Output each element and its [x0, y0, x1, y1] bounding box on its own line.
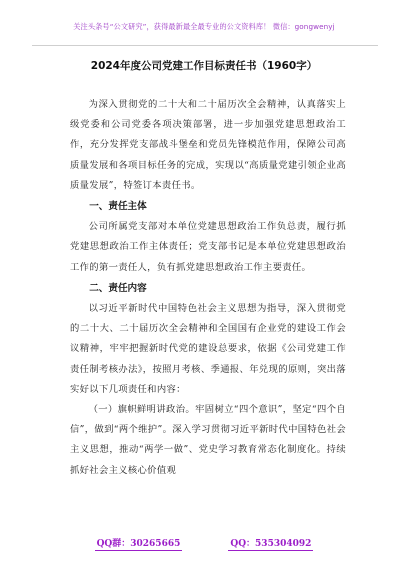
document-title: 2024年度公司党建工作目标责任书（1960字） — [90, 60, 318, 72]
section-paragraph-responsibility-subject: 公司所属党支部对本单位党建思想政治工作负总责，履行抓党建思想政治工作主体责任；党支部书记是本单位党建思想政治工作的第一责任人，负有抓党建思想政治工作主要责任。 — [70, 221, 346, 273]
document-body — [70, 95, 346, 481]
list-item-politics: （一）旗帜鲜明讲政治。牢固树立“四个意识”，坚定“四个自信”，做到“两个维护”。深入学习贯彻习近平新时代中国特色社会主义思想，推动“两学一做”、党史学习教育常态化制度化。持续抓好社会主义核心价值观 — [70, 404, 346, 476]
qq-group-link[interactable]: QQ群：30265665 — [95, 536, 183, 551]
section-paragraph-responsibility-content: 以习近平新时代中国特色社会主义思想为指导，深入贯彻党的二十大、二十届历次全会精神和全国国有企业党的建设工作会议精神，牢牢把握新时代党的建设总要求，依据《公司党建工作责任制考核办法》，按照月考核、季通报、年兑现的原则，突出落实好以下几项责任和内容： — [70, 303, 346, 395]
intro-paragraph: 为深入贯彻党的二十大和二十届历次全会精神，认真落实上级党委和公司党委各项决策部署，进一步加强党建思想政治工作，充分发挥党支部战斗堡垒和党员先锋模范作用，保障公司高质量发展和各项目标任务的完成，实现以“高质量党建引领企业高质量发展”，特签订本责任书。 — [70, 99, 346, 191]
section-heading-responsibility-subject: 一、责任主体 — [89, 201, 147, 213]
promo-banner: 关注头条号“公文研究”，获得最新最全最专业的公文资料库！ 微信：gongwenyj — [73, 22, 335, 31]
header-divider — [32, 45, 378, 46]
section-heading-responsibility-content: 二、责任内容 — [89, 282, 147, 294]
qq-contact-link[interactable]: QQ：535304092 — [228, 536, 313, 551]
footer-contacts — [0, 536, 408, 551]
